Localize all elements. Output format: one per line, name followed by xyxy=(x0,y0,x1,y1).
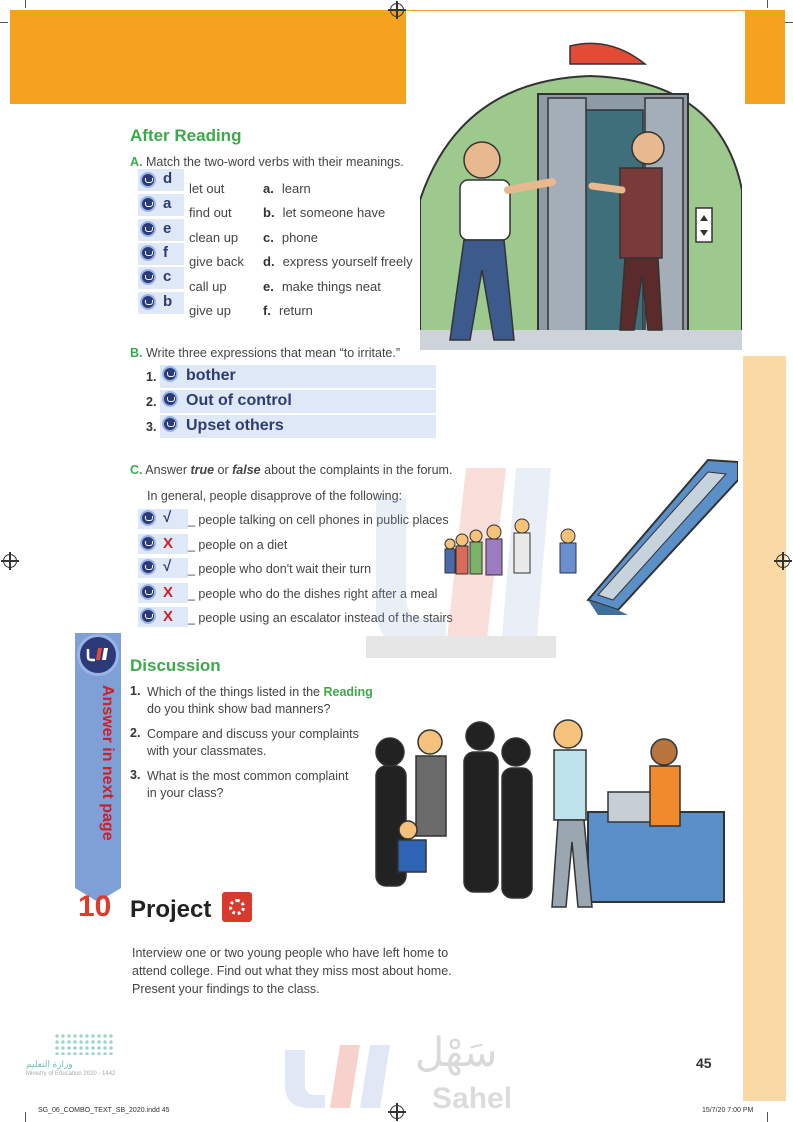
meaning-text: express yourself freely xyxy=(282,254,413,269)
meaning-text: phone xyxy=(281,230,318,245)
page-number: 45 xyxy=(696,1055,712,1071)
discussion-number: 2. xyxy=(130,726,141,740)
meaning xyxy=(263,230,318,245)
answer-letter: c xyxy=(163,268,172,285)
discussion-text: in your class? xyxy=(147,786,224,800)
crop-mark xyxy=(25,1112,26,1122)
crop-mark xyxy=(767,0,768,8)
ministry-subtitle: Ministry of Education 2020 - 1442 xyxy=(26,1071,116,1077)
registration-mark-icon xyxy=(776,554,790,568)
crop-mark xyxy=(25,0,26,8)
exercise-c-lead: In general, people disapprove of the following: xyxy=(147,489,403,503)
exercise-c-letter: C. xyxy=(130,463,143,477)
meaning xyxy=(263,254,413,269)
discussion-text: Which of the things listed in the xyxy=(147,685,324,699)
header-orange-bar xyxy=(10,10,406,104)
sahel-mark-icon xyxy=(86,646,110,662)
meaning xyxy=(263,279,381,294)
meaning-key: e. xyxy=(263,279,274,294)
queue-illustration xyxy=(368,712,730,920)
after-reading-heading: After Reading xyxy=(130,126,242,145)
header-rule xyxy=(406,10,745,11)
ministry-name: وزارة التعليم xyxy=(26,1059,73,1069)
watermark-english: Sahel xyxy=(432,1082,513,1115)
verb: let out xyxy=(189,181,225,196)
sahel-watermark-logo-icon xyxy=(280,1040,410,1110)
header-orange-corner xyxy=(745,10,785,104)
answer-badge-icon xyxy=(140,196,156,212)
answer-letter: a xyxy=(163,195,172,212)
side-peach-strip xyxy=(743,356,786,1101)
answer-badge-icon xyxy=(162,416,178,432)
discussion-heading: Discussion xyxy=(130,656,221,675)
expression-number: 3. xyxy=(146,420,157,434)
answer-badge-icon xyxy=(140,294,156,310)
crop-mark xyxy=(0,22,8,23)
verb: give up xyxy=(189,303,231,318)
discussion-number: 1. xyxy=(130,684,141,698)
watermark-bar xyxy=(366,636,556,658)
meaning-text: make things neat xyxy=(281,279,381,294)
verb: clean up xyxy=(189,230,239,245)
answer-letter: e xyxy=(163,220,172,237)
word-true: true xyxy=(190,463,215,477)
expression-text: Upset others xyxy=(186,417,284,434)
crop-mark xyxy=(785,22,793,23)
answer-badge-icon xyxy=(140,535,156,551)
answer-badge-icon xyxy=(140,559,156,575)
verb: give back xyxy=(189,254,244,269)
verb: find out xyxy=(189,205,232,220)
gear-icon xyxy=(222,892,252,922)
discussion-number: 3. xyxy=(130,768,141,782)
statement: _ people using an escalator instead of the stairs xyxy=(188,611,453,625)
ministry-dots-icon xyxy=(54,1033,114,1055)
statement: _ people on a diet xyxy=(188,538,288,552)
verb: call up xyxy=(189,279,227,294)
exercise-c-text-mid: or xyxy=(214,463,233,477)
meaning-key: b. xyxy=(263,205,275,220)
answer-badge-icon xyxy=(140,510,156,526)
true-false-mark: √ xyxy=(163,558,172,575)
answer-badge-icon xyxy=(140,608,156,624)
project-heading: Project xyxy=(130,896,212,923)
discussion-text: with your classmates. xyxy=(147,744,267,758)
answer-letter: d xyxy=(163,170,173,187)
answer-letter: b xyxy=(163,293,173,310)
registration-mark-icon xyxy=(3,554,17,568)
discussion-item xyxy=(147,684,373,718)
expression-text: bother xyxy=(186,367,236,384)
unit-number: 10 xyxy=(78,890,112,923)
expression-number: 2. xyxy=(146,395,157,409)
escalator-illustration xyxy=(438,440,738,615)
project-text: Interview one or two young people who have left home to attend college. Find out what they miss most about home. Present your findings to the class. xyxy=(132,946,452,996)
meaning xyxy=(263,181,311,196)
statement: _ people who don't wait their turn xyxy=(188,562,372,576)
crop-mark xyxy=(767,1112,768,1122)
true-false-mark: √ xyxy=(163,509,172,526)
exercise-a-letter: A. xyxy=(130,155,143,169)
true-false-mark: X xyxy=(163,584,174,601)
exercise-b-letter: B. xyxy=(130,346,143,360)
meaning-key: a. xyxy=(263,181,274,196)
statement: _ people talking on cell phones in public places xyxy=(188,513,449,527)
elevator-illustration xyxy=(420,40,742,360)
exercise-c-text-pre: Answer xyxy=(145,463,191,477)
expression-text: Out of control xyxy=(186,392,292,409)
answer-badge-icon xyxy=(140,245,156,261)
exercise-b-text: Write three expressions that mean “to irritate.” xyxy=(145,346,401,360)
answer-next-page-label: Answer in next page xyxy=(99,685,116,841)
reading-highlight: Reading xyxy=(323,685,373,699)
meaning xyxy=(263,303,313,318)
answer-letter: f xyxy=(163,244,168,261)
print-slug-date: 15/7/20 7:00 PM xyxy=(702,1107,754,1114)
meaning xyxy=(263,205,385,220)
ministry-logo xyxy=(26,1033,116,1081)
meaning-key: f. xyxy=(263,303,271,318)
meaning-key: d. xyxy=(263,254,275,269)
expression-number: 1. xyxy=(146,370,157,384)
exercise-b-instruction xyxy=(130,346,400,360)
discussion-item xyxy=(147,726,359,760)
watermark-arabic: سَهْل xyxy=(415,1030,498,1076)
statement: _ people who do the dishes right after a meal xyxy=(188,587,438,601)
discussion-text: What is the most common complaint xyxy=(147,769,349,783)
answer-badge-icon xyxy=(140,172,156,188)
answer-badge-icon xyxy=(140,269,156,285)
exercise-a-text: Match the two-word verbs with their meanings. xyxy=(145,155,404,169)
meaning-key: c. xyxy=(263,230,274,245)
meaning-text: learn xyxy=(281,181,311,196)
exercise-c-text-post: about the complaints in the forum. xyxy=(260,463,453,477)
meaning-text: let someone have xyxy=(282,205,386,220)
word-false: false xyxy=(232,463,261,477)
discussion-item xyxy=(147,768,348,802)
discussion-text: Compare and discuss your complaints xyxy=(147,727,359,741)
true-false-mark: X xyxy=(163,608,174,625)
print-slug-file: SG_06_COMBO_TEXT_SB_2020.indd 45 xyxy=(38,1107,170,1114)
answer-badge-icon xyxy=(162,391,178,407)
answer-badge-icon xyxy=(140,584,156,600)
meaning-text: return xyxy=(278,303,313,318)
true-false-mark: X xyxy=(163,535,174,552)
answer-badge-icon xyxy=(140,221,156,237)
answer-badge-icon xyxy=(162,366,178,382)
exercise-a-instruction xyxy=(130,155,404,169)
registration-mark-icon xyxy=(390,3,404,17)
discussion-text: do you think show bad manners? xyxy=(147,702,331,716)
